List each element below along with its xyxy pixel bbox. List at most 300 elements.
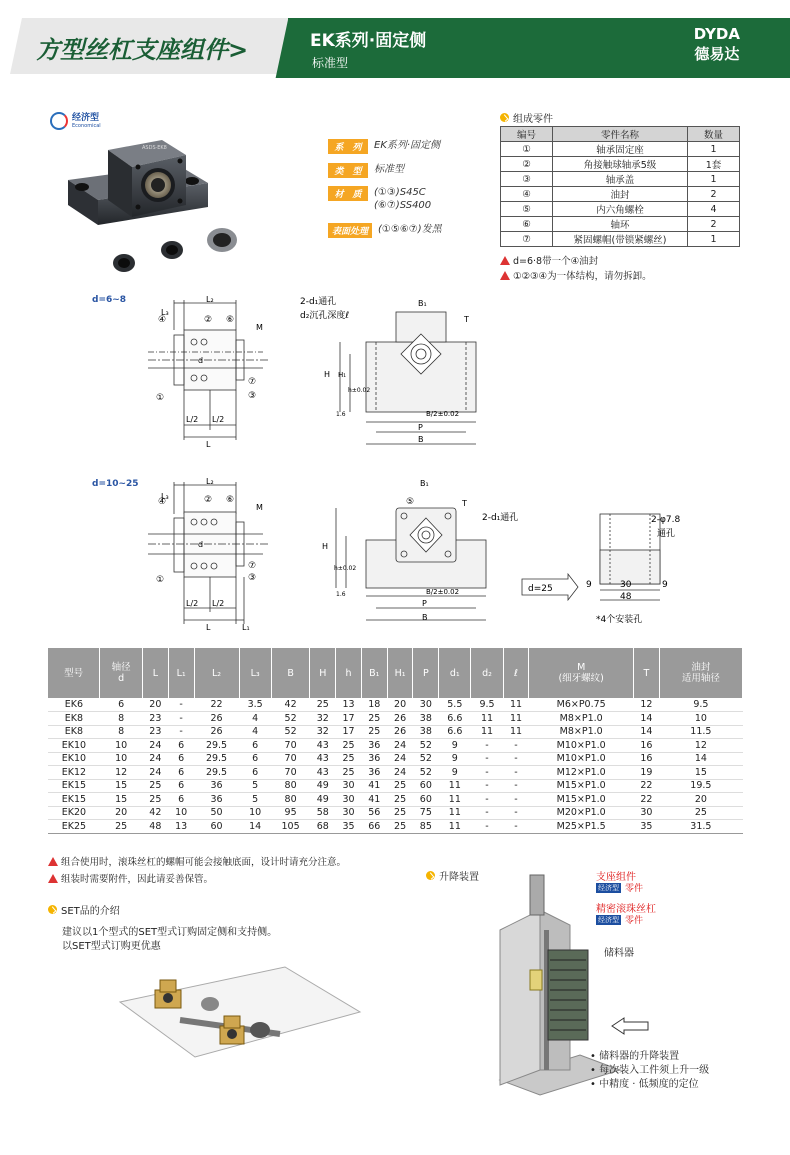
lift-label-support-text: 支座组件 [596,872,636,883]
spec-cell: - [471,766,503,780]
spec-cell: - [503,779,529,793]
dim2-b: B [422,613,428,622]
spec-cell: 105 [271,820,310,834]
spec-cell: 6 [168,752,194,766]
spec-cell: - [168,725,194,739]
spec-cell: M20×P1.0 [529,806,634,820]
spec-row [48,793,743,807]
dim-b: B [418,435,424,444]
spec-cell: - [471,752,503,766]
spec-col-header [471,648,503,698]
spec-col-header-line: L [152,667,158,679]
spec-cell: 6 [100,698,143,712]
spec-cell: 11 [439,779,471,793]
spec-cell: 52 [271,725,310,739]
spec-col-header-line: d₁ [449,667,460,679]
hole-note-large: 2-d₁通孔 [482,513,519,523]
spec-cell: 80 [271,793,310,807]
drawing-section-large [88,474,288,634]
note-1 [48,854,346,868]
spec-cell: 6.6 [439,725,471,739]
spec-cell: 42 [142,806,168,820]
spec-col-header-line: P [422,667,429,679]
parts-note-1 [500,253,598,267]
spec-cell: 17 [336,712,362,726]
spec-row [48,712,743,726]
spec-cell: 19 [633,766,659,780]
dim-l3: L₃ [161,308,169,317]
spec-cell: 9.5 [471,698,503,712]
parts-row [501,172,740,187]
spec-tag-series: 系 列 [328,139,368,154]
spec-cell: 58 [310,806,336,820]
spec-cell: 31.5 [659,820,742,834]
dim2-t: T [462,499,467,508]
spec-cell: 12 [100,766,143,780]
spec-cell: 18 [361,698,387,712]
spec-cell: 22 [633,779,659,793]
dim2-b-half: B/2±0.02 [426,588,460,596]
spec-cell: 30 [633,806,659,820]
spec-cell: 35 [633,820,659,834]
spec-cell: 30 [336,779,362,793]
spec-col-header [413,648,439,698]
set-intro-title [48,902,120,917]
spec-cell: - [168,698,194,712]
drawing-mount-holes [520,504,720,634]
dim2-l3: L₃ [161,492,169,501]
part-qty: 1 [688,172,740,187]
lift-section-title [426,868,479,883]
spec-cell: 9 [439,766,471,780]
spec-value-type: 标准型 [374,164,404,175]
spec-cell: 70 [271,752,310,766]
spec-cell: 20 [100,806,143,820]
part-qty: 1套 [688,157,740,172]
spec-cell: 35 [336,820,362,834]
spec-row [48,725,743,739]
spec-cell: 25 [100,820,143,834]
dim-p: P [418,423,423,432]
callout-4: ④ [158,315,167,325]
spec-cell: 60 [413,779,439,793]
spec-cell: EK12 [48,766,100,780]
dim2-1-6: 1.6 [336,591,346,598]
spec-cell: - [471,793,503,807]
spec-cell: 36 [361,752,387,766]
spec-cell: 9 [439,752,471,766]
spec-cell: 14 [633,725,659,739]
spec-cell: M6×P0.75 [529,698,634,712]
part-name: 紧固螺帽(带锁紧螺丝) [553,232,688,247]
dim-h-tol: h±0.02 [348,387,371,394]
spec-col-header [100,648,143,698]
spec-col-header [529,648,634,698]
spec-cell: 14 [239,820,271,834]
spec-cell: 19.5 [659,779,742,793]
spec-cell: 43 [310,752,336,766]
dim2-h-tol: h±0.02 [334,565,357,572]
parts-section-title [500,110,553,125]
part-qty: 1 [688,142,740,157]
spec-col-header [439,648,471,698]
drawing-front-large [296,474,519,634]
spec-cell: 29.5 [194,739,239,753]
part-name: 轴承固定座 [553,142,688,157]
spec-row [48,739,743,753]
spec-col-header-line: 型号 [64,667,84,679]
spec-col-header [387,648,413,698]
part-qty: 4 [688,202,740,217]
spec-cell: 49 [310,779,336,793]
spec-cell: 36 [361,766,387,780]
dim2-p: P [422,599,427,608]
spec-col-header-line: d₂ [482,667,492,679]
spec-col-header [336,648,362,698]
check-bullet-icon [500,113,509,122]
callout-1: ① [156,393,165,403]
part-number: ④ [501,187,553,202]
spec-col-header [239,648,271,698]
spec-cell: 14 [659,752,742,766]
economical-mini-badge: 经济型 [598,883,619,892]
spec-cell: 26 [194,712,239,726]
part-name: 内六角螺栓 [553,202,688,217]
economical-mini-badge: 经济型 [598,915,619,924]
parts-header-qty: 数量 [688,127,740,142]
spec-cell: 25 [387,820,413,834]
spec-row [48,779,743,793]
spec-cell: 48 [142,820,168,834]
spec-col-header-line: T [643,667,650,679]
mount-dim-a: 9 [586,580,592,590]
lift-title-text: 升降装置 [439,872,479,883]
spec-cell: 24 [387,739,413,753]
spec-cell: 25 [142,779,168,793]
spec-cell: M8×P1.0 [529,725,634,739]
spec-cell: 11 [439,806,471,820]
spec-cell: 6 [239,739,271,753]
spec-cell: 30 [336,793,362,807]
lift-label-screw-text: 精密滚珠丝杠 [596,904,656,915]
spec-cell: - [503,820,529,834]
brand [694,24,740,64]
spec-cell: 10 [659,712,742,726]
spec-col-header-line: h [345,667,352,679]
spec-cell: EK6 [48,698,100,712]
dim2-l1: L₁ [242,623,250,632]
spec-row [48,766,743,780]
callout2-5: ⑤ [406,497,415,507]
dim2-l: L [206,623,211,632]
spec-cell: - [503,739,529,753]
spec-col-header-line: H₁ [394,667,406,679]
spec-cell: 15 [659,766,742,780]
mount-dim-b: 30 [620,580,632,590]
page-title: 方型丝杠支座组件> [36,36,249,64]
spec-cell: 70 [271,739,310,753]
spec-cell: 5 [239,793,271,807]
dim2-h: H [322,542,329,551]
dim2-l-half-b: L/2 [212,599,225,608]
spec-col-header [142,648,168,698]
lift-bullets [590,1050,709,1092]
part-name: 油封 [553,187,688,202]
drawing1-label: d=6~8 [92,295,127,305]
spec-col-header [503,648,529,698]
spec-cell: 23 [142,725,168,739]
spec-cell: - [471,739,503,753]
check-bullet-icon [426,871,435,880]
spec-cell: EK15 [48,779,100,793]
spec-cell: 9.5 [659,698,742,712]
spec-cell: 85 [413,820,439,834]
dim2-l-half-a: L/2 [186,599,199,608]
spec-cell: 41 [361,779,387,793]
mount-dim-c: 9 [662,580,668,590]
spec-cell: 22 [194,698,239,712]
spec-cell: 29.5 [194,752,239,766]
parts-row [501,142,740,157]
spec-material-line2: (⑥⑦)SS400 [374,200,432,211]
spec-col-header-line: (细牙螺纹) [558,673,604,684]
spec-value-series: EK系列·固定侧 [374,140,441,151]
part-number: ① [501,142,553,157]
spec-cell: 6 [168,766,194,780]
spec-cell: 68 [310,820,336,834]
spec-cell: 8 [100,725,143,739]
lift-bullet-1: • 储料器的升降装置 [590,1051,680,1062]
dim-b1: B₁ [418,299,427,308]
spec-cell: - [503,806,529,820]
product-label: ASDS·EK8 [142,145,167,151]
spec-cell: 25 [361,712,387,726]
spec-cell: 23 [142,712,168,726]
spec-cell: 24 [142,752,168,766]
spec-cell: 52 [413,752,439,766]
part-number: ⑦ [501,232,553,247]
spec-cell: 95 [271,806,310,820]
drawing-front-small [296,292,496,452]
spec-cell: 42 [271,698,310,712]
part-qty: 2 [688,217,740,232]
dim-t: T [464,315,469,324]
spec-col-header-line: d [118,673,125,684]
dim-d: d [198,356,204,365]
spec-cell: 24 [142,766,168,780]
spec-cell: 25 [336,739,362,753]
lift-bullet-2: • 每次装入工件须上升一级 [590,1065,710,1076]
lift-bullet-2-text: 每次装入工件须上升一级 [599,1065,710,1076]
mount-dim-total: 48 [620,592,632,602]
spec-cell: 12 [659,739,742,753]
spec-cell: 26 [194,725,239,739]
dim2-d: d [198,540,204,549]
callout-7: ⑦ [248,377,257,387]
warning-icon [48,857,58,866]
spec-cell: 16 [633,752,659,766]
spec-cell: 4 [239,725,271,739]
warning-icon [48,874,58,883]
part-number: ⑥ [501,217,553,232]
lift-label-stocker: 储料器 [604,948,634,959]
parts-row [501,217,740,232]
lift-label-support-badge [596,881,643,894]
spec-cell: M15×P1.0 [529,793,634,807]
callout2-1: ① [156,575,165,585]
callout2-4: ④ [158,497,167,507]
parts-row [501,232,740,247]
part-qty: 2 [688,187,740,202]
spec-col-header-line: 油封 [691,662,711,673]
page-header [0,18,790,78]
spec-cell: 8 [100,712,143,726]
spec-cell: 38 [413,725,439,739]
arrow-left-icon [610,1016,650,1036]
spec-cell: 5.5 [439,698,471,712]
spec-cell: 11 [503,698,529,712]
spec-cell: EK10 [48,739,100,753]
spec-cell: 25 [142,793,168,807]
spec-cell: 29.5 [194,766,239,780]
spec-series [328,139,440,154]
brand-en: DYDA [693,25,740,43]
dim-l: L [206,440,211,449]
callout2-6: ⑥ [226,495,235,505]
spec-cell: 43 [310,739,336,753]
spec-cell: 3.5 [239,698,271,712]
dim2-l2: L₂ [206,477,214,486]
spec-cell: 70 [271,766,310,780]
spec-cell: 24 [387,752,413,766]
spec-cell: 9 [439,739,471,753]
spec-cell: - [471,779,503,793]
spec-cell: 20 [387,698,413,712]
set-intro-line1: 建议以1个型式的SET型式订购固定侧和支持侧。 [62,927,278,938]
spec-cell: 75 [413,806,439,820]
part-number: ② [501,157,553,172]
set-illustration [110,962,370,1082]
spec-cell: 36 [194,793,239,807]
series-title: EK系列·固定侧 [310,31,427,51]
spec-surface [328,223,442,238]
spec-row [48,752,743,766]
dim-l-half-a: L/2 [186,415,199,424]
spec-cell: M12×P1.0 [529,766,634,780]
spec-cell: 4 [239,712,271,726]
spec-cell: 14 [633,712,659,726]
spec-cell: 49 [310,793,336,807]
spec-cell: - [503,766,529,780]
spec-col-header [659,648,742,698]
spec-col-header [310,648,336,698]
spec-cell: 11 [503,712,529,726]
spec-cell: 25 [310,698,336,712]
dim-m: M [256,323,263,332]
spec-cell: 25 [336,752,362,766]
spec-cell: EK8 [48,712,100,726]
spec-cell: 20 [659,793,742,807]
part-name: 角接触球轴承5级 [553,157,688,172]
dim-l2: L₂ [206,295,214,304]
spec-cell: 25 [387,806,413,820]
part-number: ⑤ [501,202,553,217]
spec-cell: 25 [659,806,742,820]
callout2-2: ② [204,495,213,505]
spec-cell: 11 [471,725,503,739]
lift-label-support-part: 零件 [625,884,644,894]
spec-cell: 10 [168,806,194,820]
part-name: 轴承盖 [553,172,688,187]
callout-3: ③ [248,391,257,401]
spec-col-header-line: L₂ [211,667,222,679]
spec-col-header-line: L₁ [176,667,186,679]
mount-hole-type: 通孔 [657,529,676,539]
note-2-text: 组装时需要附件，因此请妥善保管。 [61,874,214,885]
spec-cell: 43 [310,766,336,780]
spec-cell: 11 [503,725,529,739]
dim-1-6: 1.6 [336,411,346,418]
spec-col-header [194,648,239,698]
spec-cell: 5 [239,779,271,793]
lift-bullet-3: • 中精度 · 低频度的定位 [590,1079,699,1090]
spec-cell: 36 [194,779,239,793]
spec-col-header-line: L₃ [250,667,260,679]
spec-col-header-line: B₁ [369,667,380,679]
spec-cell: 26 [387,725,413,739]
spec-tag-type: 类 型 [328,163,368,178]
parts-table [500,126,740,247]
warning-icon [500,271,510,280]
spec-cell: EK8 [48,725,100,739]
callout2-3: ③ [248,573,257,583]
spec-cell: 36 [361,739,387,753]
spec-col-header-line: B [287,667,294,679]
parts-note-2 [500,268,652,282]
spec-table [48,648,743,834]
spec-cell: EK15 [48,793,100,807]
spec-cell: 38 [413,712,439,726]
spec-value-surface: (①⑤⑥⑦)发黑 [378,224,442,235]
spec-cell: 10 [100,739,143,753]
mount-hole-size: 2-φ7.8 [651,515,681,525]
spec-cell: 60 [413,793,439,807]
spec-cell: 6 [239,752,271,766]
spec-cell: EK10 [48,752,100,766]
callout2-7: ⑦ [248,561,257,571]
parts-note-1-text: d=6·8带一个④油封 [513,256,599,267]
lift-bullet-3-text: 中精度 · 低频度的定位 [599,1079,699,1090]
hole-note-1: 2-d₁通孔 [300,297,337,307]
spec-tag-material: 材 质 [328,186,368,201]
spec-cell: - [503,793,529,807]
spec-col-header [48,648,100,698]
spec-cell: M25×P1.5 [529,820,634,834]
spec-col-header-line: M [577,662,586,673]
spec-cell: 6 [168,793,194,807]
spec-cell: 13 [168,820,194,834]
spec-col-header-line: H [319,667,327,679]
spec-cell: 11 [439,820,471,834]
spec-cell: 41 [361,793,387,807]
spec-cell: 11 [471,712,503,726]
warning-icon [500,256,510,265]
note-1-text: 组合使用时，滚珠丝杠的螺帽可能会接触底面，设计时请充分注意。 [61,857,347,868]
spec-cell: 56 [361,806,387,820]
dim2-b1: B₁ [420,479,429,488]
dim-b-half: B/2±0.02 [426,410,460,418]
spec-cell: 11 [439,793,471,807]
